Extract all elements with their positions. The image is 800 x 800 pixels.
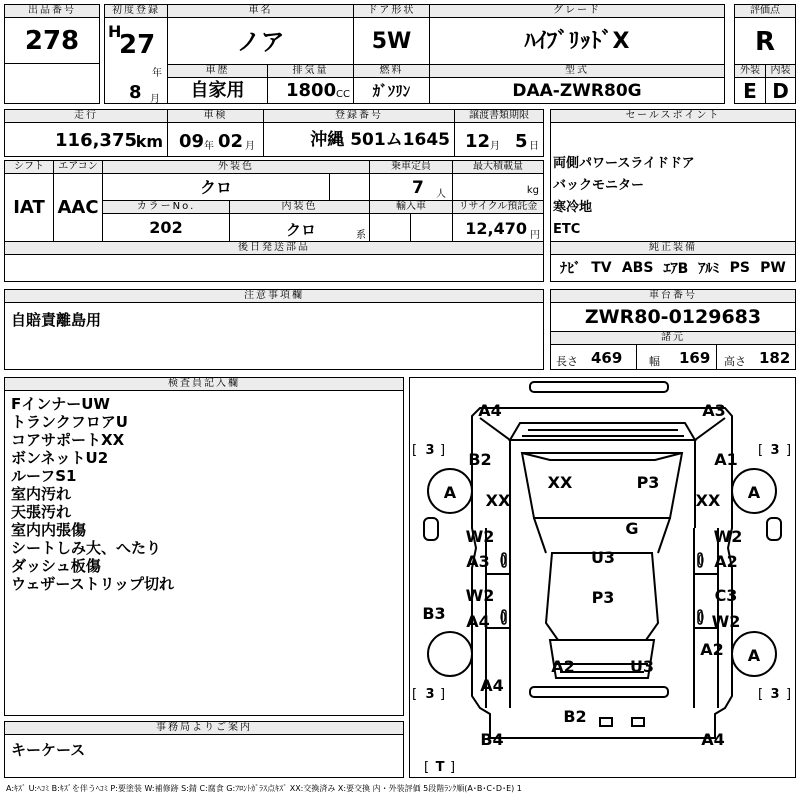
bracket: [ — [758, 443, 764, 458]
tire-spare: T — [435, 760, 445, 775]
mark-hood-p3: P3 — [636, 473, 660, 492]
specs-divider — [636, 345, 637, 369]
bracket: ] — [450, 760, 456, 775]
ac-label: エアコン — [53, 160, 103, 174]
mark-left-fender: B2 — [468, 450, 492, 469]
genuine-label: 純正装備 — [550, 241, 796, 255]
capacity-unit: 人 — [436, 189, 446, 200]
year-unit: 年 — [152, 68, 162, 79]
specs-divider — [716, 345, 717, 369]
recycle-label: リサイクル預託金 — [452, 200, 544, 214]
note-item: FインナーUW — [11, 395, 110, 413]
note-item: 天張汚れ — [11, 503, 72, 521]
mark-left-door-front-2: A3 — [466, 552, 490, 571]
color-no-label: カラーNo. — [102, 200, 230, 214]
tire-rear-left: 3 — [425, 687, 435, 702]
note-item: コアサポートXX — [11, 431, 125, 449]
height-label: 高さ — [724, 355, 746, 368]
genuine-item: TV — [591, 260, 612, 276]
mark-left-door-front: W2 — [465, 527, 495, 546]
lot-blank — [4, 63, 100, 104]
marker-0 — [501, 612, 505, 622]
length-label: 長さ — [556, 355, 578, 368]
mark-left-quarter: A4 — [480, 676, 504, 695]
mileage-unit: km — [135, 132, 163, 151]
sales-label: セールスポイント — [550, 109, 796, 123]
genuine-item: ｴｱB — [663, 261, 689, 277]
history-label: 車歴 — [167, 64, 268, 78]
caution-text: 自賠責離島用 — [4, 302, 544, 370]
import-divider — [410, 214, 411, 241]
mark-right-door-front-2: A2 — [714, 552, 738, 571]
rear-lamp-left — [600, 718, 612, 726]
int-color: クロ — [286, 221, 317, 239]
mileage-label: 走行 — [4, 109, 168, 123]
mark-rear-right: A4 — [701, 730, 725, 749]
office-label: 事務局よりご案内 — [4, 721, 404, 735]
sales-point-2: バックモニター — [553, 178, 645, 193]
genuine-item: PS — [729, 260, 750, 276]
hood-shape — [510, 423, 695, 440]
ext-color-label: 外装色 — [102, 160, 370, 174]
ext-color-blank — [329, 173, 370, 201]
mark-wheel-fr: A — [747, 483, 761, 502]
damage-diagram — [409, 377, 796, 778]
inspection-box — [167, 122, 264, 157]
shift-label: シフト — [4, 160, 54, 174]
mark-rear-left-a2: A2 — [551, 657, 575, 676]
tire-rear-right: 3 — [770, 687, 780, 702]
sales-point-3: 寒冷地 — [553, 200, 593, 215]
wheel-rear-left — [428, 632, 472, 676]
mileage: 116,375 — [55, 130, 137, 151]
bracket: [ — [412, 687, 418, 702]
bracket: [ — [758, 687, 764, 702]
car-diagram-svg — [410, 378, 795, 777]
genuine-item: ﾅﾋﾞ — [560, 261, 582, 277]
genuine-item: ｱﾙﾐ — [698, 261, 720, 277]
lot-label: 出品番号 — [4, 4, 100, 18]
inspection-label: 車検 — [167, 109, 264, 123]
reg-month: 8 — [129, 82, 142, 103]
capacity-label: 乗車定員 — [369, 160, 453, 174]
mark-left-rocker: B3 — [422, 604, 446, 623]
tire-front-right: 3 — [770, 443, 780, 458]
mark-front-right: A3 — [702, 401, 726, 420]
displacement: 1800 — [286, 80, 337, 101]
fuel-label: 燃料 — [353, 64, 430, 78]
exterior-label: 外装 — [734, 64, 766, 78]
rear-lamp-right — [632, 718, 644, 726]
sales-point-4: ETC — [553, 222, 581, 237]
insp-month-unit: 月 — [245, 141, 255, 152]
month-unit: 月 — [150, 94, 160, 105]
displacement-label: 排気量 — [267, 64, 354, 78]
fuel: ｶﾞｿﾘﾝ — [353, 77, 430, 104]
int-color-label: 内装色 — [229, 200, 370, 214]
color-no: 202 — [102, 213, 230, 242]
genuine-item: ABS — [621, 260, 654, 276]
mark-rear-b2: B2 — [563, 707, 587, 726]
first-reg-box — [104, 17, 168, 104]
interior-score: D — [765, 77, 796, 104]
import-box — [369, 213, 453, 242]
mark-right-door-front: W2 — [713, 527, 743, 546]
plate-label: 登録番号 — [263, 109, 455, 123]
mark-left-door-rear-2: A4 — [466, 612, 490, 631]
transfer-label: 譲渡書類期限 — [454, 109, 544, 123]
left-front-fender — [480, 418, 510, 528]
specs-box — [550, 344, 796, 370]
mark-roof-u3: U3 — [590, 548, 616, 567]
mark-right-fender: A1 — [714, 450, 738, 469]
plate-number: 沖縄 501ム1645 — [263, 122, 455, 157]
mark-hood-xx: XX — [547, 473, 573, 492]
lot-number: 278 — [4, 17, 100, 64]
marker-0 — [501, 555, 505, 565]
specs-label: 諸元 — [550, 331, 796, 345]
note-item: ウェザーストリップ切れ — [11, 575, 175, 593]
grade-label: グレード — [429, 4, 725, 18]
ext-color: クロ — [102, 173, 330, 201]
marker-0 — [699, 555, 703, 565]
load-label: 最大積載量 — [452, 160, 544, 174]
bracket: [ — [412, 443, 418, 458]
chassis-label: 車台番号 — [550, 289, 796, 303]
note-item: 室内内張傷 — [11, 521, 87, 539]
bracket: ] — [786, 687, 792, 702]
later-parts-label: 後日発送部品 — [4, 241, 544, 255]
int-color-unit: 系 — [356, 230, 366, 241]
bracket: [ — [424, 760, 430, 775]
transfer-day: 5 — [515, 131, 528, 152]
mark-roof-p3: P3 — [591, 588, 615, 607]
ac: AAC — [53, 173, 103, 242]
length: 469 — [591, 349, 623, 367]
mark-front-left: A4 — [478, 401, 502, 420]
door-type: 5W — [353, 17, 430, 65]
note-item: 室内汚れ — [11, 485, 72, 503]
door-label: ドア形状 — [353, 4, 430, 18]
model-label: 型式 — [429, 64, 725, 78]
recycle-unit: 円 — [530, 230, 540, 241]
legend: A:ｷｽﾞ U:ﾍｺﾐ B:ｷｽﾞを伴うﾍｺﾐ P:要塗装 W:補修跡 S:錆 C:腐食 G:ﾌﾛﾝﾄｶﾞﾗｽ点ｷｽﾞ XX:交換済み X:要交換 内・外装評価 5段階ﾗﾝｸ順(A･B･C･D･E) 1 — [6, 784, 522, 793]
width: 169 — [679, 349, 711, 367]
mark-right-door-rear-2: W2 — [711, 612, 741, 631]
mark-left-door-rear: W2 — [465, 586, 495, 605]
right-front-fender — [695, 418, 725, 528]
exterior-score: E — [734, 77, 766, 104]
mark-right-door-rear: C3 — [714, 586, 738, 605]
first-reg-label: 初度登録 — [104, 4, 168, 18]
mark-windshield: G — [625, 519, 639, 538]
mirror-left — [424, 518, 438, 540]
bracket: ] — [786, 443, 792, 458]
bracket: ] — [440, 687, 446, 702]
header-section — [4, 4, 796, 104]
displacement-unit: CC — [336, 89, 350, 100]
windshield-line — [522, 453, 682, 460]
load-box — [452, 173, 544, 201]
int-color-box — [229, 213, 370, 242]
reg-year: 27 — [119, 30, 156, 60]
mark-right-xx: XX — [695, 491, 721, 510]
grade: ﾊｲﾌﾞﾘｯﾄﾞX — [429, 17, 725, 65]
score-label: 評価点 — [734, 4, 796, 18]
width-label: 幅 — [649, 355, 660, 368]
note-item: ルーフS1 — [11, 467, 77, 485]
marker-0 — [699, 612, 703, 622]
transfer-day-unit: 日 — [529, 141, 539, 152]
front-bumper-shape — [530, 382, 668, 392]
era: H — [108, 22, 122, 41]
sales-point-1: 両側パワースライドドア — [553, 156, 695, 171]
mark-right-quarter: A2 — [700, 640, 724, 659]
mark-wheel-rr: A — [747, 646, 761, 665]
capacity-box — [369, 173, 453, 201]
rear-bumper-shape — [530, 687, 668, 697]
recycle-fee: 12,470 — [465, 219, 527, 238]
mark-left-xx: XX — [485, 491, 511, 510]
recycle-box — [452, 213, 544, 242]
displacement-box — [267, 77, 354, 104]
car-name-label: 車名 — [167, 4, 354, 18]
insp-month: 02 — [218, 131, 244, 152]
import-label: 輸入車 — [369, 200, 453, 214]
sales-points — [550, 122, 796, 242]
transfer-month: 12 — [465, 131, 491, 152]
car-name: ノア — [167, 17, 354, 65]
chassis-number: ZWR80-0129683 — [550, 302, 796, 332]
transfer-box — [454, 122, 544, 157]
load-unit: kg — [526, 185, 539, 196]
note-item: ボンネットU2 — [11, 449, 109, 467]
capacity: 7 — [412, 178, 424, 198]
mirror-right — [767, 518, 781, 540]
insp-year-unit: 年 — [204, 141, 214, 152]
genuine-equipment — [550, 254, 796, 282]
caution-label: 注意事項欄 — [4, 289, 544, 303]
inspector-label: 検査員記入欄 — [4, 377, 404, 391]
note-item: トランクフロアU — [11, 413, 128, 431]
history: 自家用 — [167, 77, 268, 104]
note-item: ダッシュ板傷 — [11, 557, 101, 575]
note-item: シートしみ大、へたり — [11, 539, 162, 557]
transfer-month-unit: 月 — [490, 141, 500, 152]
mark-rear-left: B4 — [480, 730, 504, 749]
later-parts — [4, 254, 544, 282]
height: 182 — [759, 349, 791, 367]
mileage-box — [4, 122, 168, 157]
inspector-notes — [4, 390, 404, 716]
office-text: キーケース — [4, 734, 404, 778]
model: DAA-ZWR80G — [429, 77, 725, 104]
shift: IAT — [4, 173, 54, 242]
interior-label: 内装 — [765, 64, 796, 78]
mark-rear-u3: U3 — [629, 657, 655, 676]
insp-year: 09 — [179, 131, 205, 152]
bracket: ] — [440, 443, 446, 458]
score: R — [734, 17, 796, 65]
genuine-item: PW — [760, 260, 786, 276]
tire-front-left: 3 — [425, 443, 435, 458]
mark-wheel-fl: A — [443, 483, 457, 502]
